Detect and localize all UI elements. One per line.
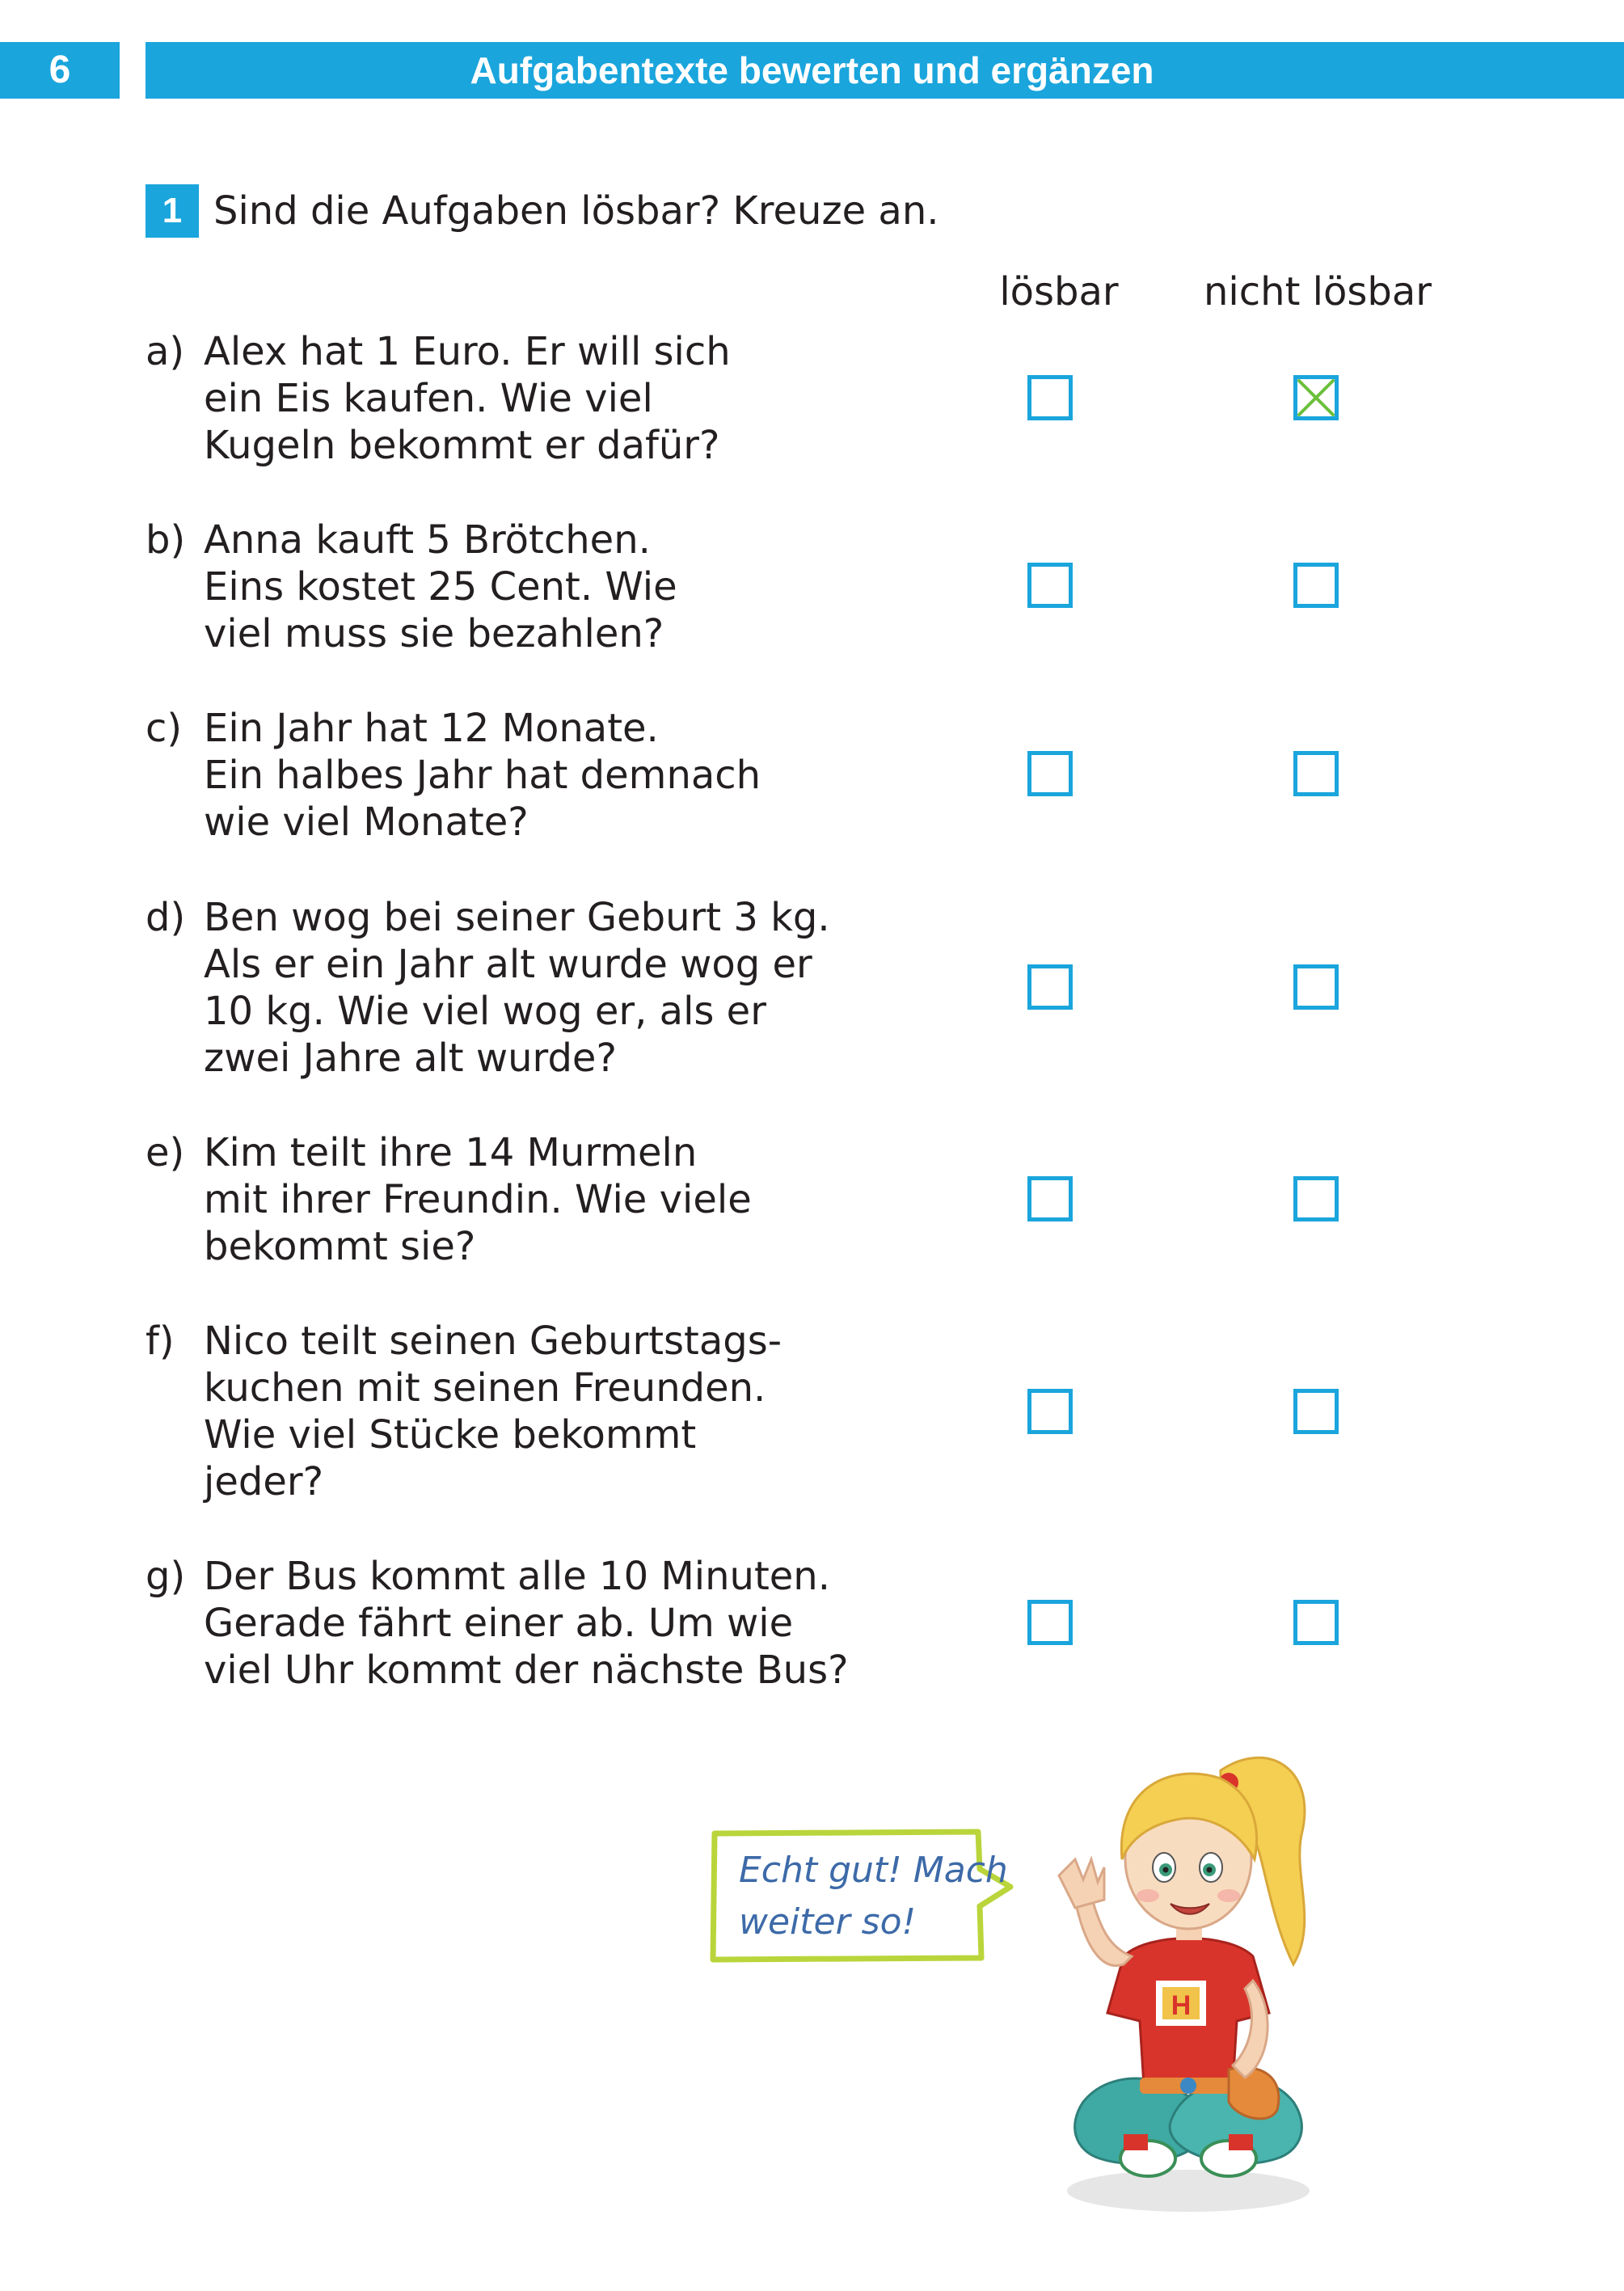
speech-bubble-line: Echt gut! Mach xyxy=(739,1850,1008,1891)
item-text xyxy=(204,894,931,1082)
item-letter: d) xyxy=(146,895,186,940)
checkbox-solvable[interactable] xyxy=(1027,751,1073,796)
item-line: viel muss sie bezahlen? xyxy=(204,611,664,656)
item-text xyxy=(204,1553,931,1694)
item-line: wie viel Monate? xyxy=(204,800,529,845)
speech-bubble-line: weiter so! xyxy=(739,1901,917,1943)
check-cross-icon xyxy=(1297,379,1335,416)
checkbox-unsolvable[interactable] xyxy=(1293,1600,1339,1645)
item-line: Kim teilt ihre 14 Murmeln xyxy=(204,1130,698,1175)
item-line: Wie viel Stücke bekommt xyxy=(204,1412,697,1458)
item-line: viel Uhr kommt der nächste Bus? xyxy=(204,1648,849,1693)
item-line: Anna kauft 5 Brötchen. xyxy=(204,517,651,563)
item-letter: f) xyxy=(146,1318,175,1364)
shirt-letter: H xyxy=(1171,1990,1192,2021)
item-letter: a) xyxy=(146,329,185,374)
item-letter: c) xyxy=(146,706,183,751)
item-text xyxy=(204,1318,931,1505)
checkbox-unsolvable[interactable] xyxy=(1293,964,1339,1010)
item-letter: g) xyxy=(146,1554,186,1599)
checkbox-solvable[interactable] xyxy=(1027,1176,1073,1221)
speech-bubble-text xyxy=(739,1845,1014,1948)
page-title: Aufgabentexte bewerten und ergänzen xyxy=(146,42,1624,99)
page-number: 6 xyxy=(0,42,120,99)
item-letter: e) xyxy=(146,1130,185,1175)
column-header-solvable: lösbar xyxy=(999,269,1119,314)
checkbox-unsolvable[interactable] xyxy=(1293,375,1339,420)
item-line: Ben wog bei seiner Geburt 3 kg. xyxy=(204,895,830,940)
item-line: kuchen mit seinen Freunden. xyxy=(204,1365,766,1411)
item-line: mit ihrer Freundin. Wie viele xyxy=(204,1177,752,1222)
item-line: ein Eis kaufen. Wie viel xyxy=(204,376,653,421)
column-header-unsolvable: nicht lösbar xyxy=(1204,269,1432,314)
item-line: Der Bus kommt alle 10 Minuten. xyxy=(204,1554,830,1599)
item-line: Eins kostet 25 Cent. Wie xyxy=(204,564,677,610)
item-line: jeder? xyxy=(204,1459,324,1504)
item-line: zwei Jahre alt wurde? xyxy=(204,1036,617,1081)
mascot-girl-illustration xyxy=(1027,1738,1366,2223)
item-line: Alex hat 1 Euro. Er will sich xyxy=(204,329,731,374)
task-number-badge: 1 xyxy=(146,184,199,238)
item-line: Kugeln bekommt er dafür? xyxy=(204,423,720,468)
item-line: Gerade fährt einer ab. Um wie xyxy=(204,1601,794,1646)
item-text xyxy=(204,705,931,846)
checkbox-solvable[interactable] xyxy=(1027,964,1073,1010)
task-instruction: Sind die Aufgaben lösbar? Kreuze an. xyxy=(213,188,939,234)
item-letter: b) xyxy=(146,517,186,563)
item-text xyxy=(204,517,931,657)
checkbox-solvable[interactable] xyxy=(1027,375,1073,420)
checkbox-solvable[interactable] xyxy=(1027,1600,1073,1645)
checkbox-unsolvable[interactable] xyxy=(1293,751,1339,796)
checkbox-solvable[interactable] xyxy=(1027,1389,1073,1434)
item-line: Ein Jahr hat 12 Monate. xyxy=(204,706,659,751)
checkbox-unsolvable[interactable] xyxy=(1293,563,1339,608)
item-line: bekommt sie? xyxy=(204,1224,476,1269)
item-line: Nico teilt seinen Geburtstags- xyxy=(204,1318,782,1364)
checkbox-solvable[interactable] xyxy=(1027,563,1073,608)
checkbox-unsolvable[interactable] xyxy=(1293,1389,1339,1434)
item-text xyxy=(204,1129,931,1270)
item-line: 10 kg. Wie viel wog er, als er xyxy=(204,989,766,1034)
item-line: Als er ein Jahr alt wurde wog er xyxy=(204,942,812,987)
item-line: Ein halbes Jahr hat demnach xyxy=(204,753,761,798)
item-text xyxy=(204,328,931,469)
checkbox-unsolvable[interactable] xyxy=(1293,1176,1339,1221)
